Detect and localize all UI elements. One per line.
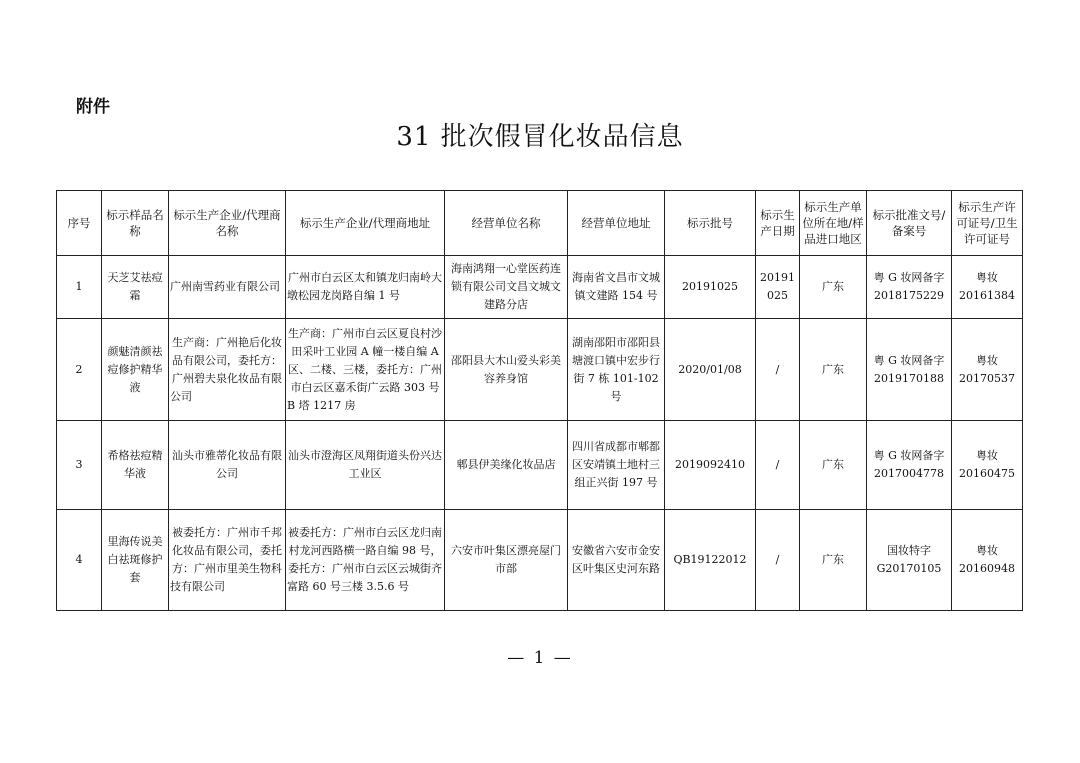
document-title: 31 批次假冒化妆品信息 [396, 122, 684, 152]
cell-approval-number: 粤 G 妆网备字 2019170188 [867, 319, 952, 421]
header-dealer-name: 经营单位名称 [445, 191, 568, 256]
page-number: — 1 — [507, 648, 573, 668]
cell-dealer-name: 海南鸿翔一心堂医药连锁有限公司文昌文城文建路分店 [445, 256, 568, 319]
cell-batch-number: 2019092410 [665, 421, 756, 510]
cell-dealer-name: 邵阳县大木山爱头彩美容养身馆 [445, 319, 568, 421]
table-row [57, 319, 1023, 421]
cell-sample-name: 里海传说美白祛斑修护套 [102, 510, 169, 611]
cell-index: 3 [57, 421, 102, 510]
cell-approval-number: 粤 G 妆网备字 2017004778 [867, 421, 952, 510]
table-row [57, 421, 1023, 510]
table-row [57, 510, 1023, 611]
cell-license-number: 粤妆 20160475 [952, 421, 1023, 510]
header-origin-region: 标示生产单位所在地/样品进口地区 [800, 191, 867, 256]
cell-manufacturer: 生产商：广州艳后化妆品有限公司，委托方：广州碧夫泉化妆品有限公司 [169, 319, 286, 421]
cell-manufacturer: 广州南雪药业有限公司 [169, 256, 286, 319]
cell-sample-name: 天芝艾祛痘霜 [102, 256, 169, 319]
cell-manufacturer-address: 汕头市澄海区凤翔街道头份兴达工业区 [286, 421, 445, 510]
cell-dealer-address: 海南省文昌市文城镇文建路 154 号 [568, 256, 665, 319]
cell-production-date: / [756, 510, 800, 611]
annex-label: 附件 [76, 97, 110, 117]
cell-sample-name: 颜魅清颜祛痘修护精华液 [102, 319, 169, 421]
cell-production-date: / [756, 421, 800, 510]
cell-batch-number: 20191025 [665, 256, 756, 319]
header-index: 序号 [57, 191, 102, 256]
cell-index: 1 [57, 256, 102, 319]
cell-manufacturer-address: 广州市白云区太和镇龙归南岭大墩松园龙岗路自编 1 号 [286, 256, 445, 319]
cell-manufacturer: 汕头市雅蒂化妆品有限公司 [169, 421, 286, 510]
cell-index: 2 [57, 319, 102, 421]
header-approval-number: 标示批准文号/备案号 [867, 191, 952, 256]
cell-batch-number: QB19122012 [665, 510, 756, 611]
cell-license-number: 粤妆 20161384 [952, 256, 1023, 319]
cell-production-date: 20191025 [756, 256, 800, 319]
cell-origin-region: 广东 [800, 256, 867, 319]
cell-origin-region: 广东 [800, 319, 867, 421]
cell-batch-number: 2020/01/08 [665, 319, 756, 421]
cell-manufacturer: 被委托方：广州市千邦化妆品有限公司，委托方：广州市里美生物科技有限公司 [169, 510, 286, 611]
cell-dealer-address: 四川省成都市郫都区安靖镇土地村三组正兴街 197 号 [568, 421, 665, 510]
header-production-date: 标示生产日期 [756, 191, 800, 256]
cell-dealer-address: 湖南邵阳市邵阳县塘渡口镇中宏步行街 7 栋 101-102 号 [568, 319, 665, 421]
cell-approval-number: 粤 G 妆网备字 2018175229 [867, 256, 952, 319]
counterfeit-cosmetics-table [56, 190, 1023, 611]
header-manufacturer-address: 标示生产企业/代理商地址 [286, 191, 445, 256]
cell-index: 4 [57, 510, 102, 611]
header-dealer-address: 经营单位地址 [568, 191, 665, 256]
cell-license-number: 粤妆 20170537 [952, 319, 1023, 421]
table-header-row [57, 191, 1023, 256]
table-row [57, 256, 1023, 319]
cell-dealer-name: 郫县伊美缘化妆品店 [445, 421, 568, 510]
cell-dealer-address: 安徽省六安市金安区叶集区史河东路 [568, 510, 665, 611]
cell-manufacturer-address: 被委托方：广州市白云区龙归南村龙河西路横一路自编 98 号，委托方：广州市白云区云城街齐富路 60 号三楼 3.5.6 号 [286, 510, 445, 611]
cell-origin-region: 广东 [800, 510, 867, 611]
header-manufacturer: 标示生产企业/代理商名称 [169, 191, 286, 256]
header-sample-name: 标示样品名称 [102, 191, 169, 256]
cell-origin-region: 广东 [800, 421, 867, 510]
cell-sample-name: 希格祛痘精华液 [102, 421, 169, 510]
cell-license-number: 粤妆 20160948 [952, 510, 1023, 611]
cell-manufacturer-address: 生产商：广州市白云区夏良村沙田采叶工业园 A 幢一楼自编 A 区、二楼、三楼，委托方：广州市白云区嘉禾街广云路 303 号 B 塔 1217 房 [286, 319, 445, 421]
header-license-number: 标示生产许可证号/卫生许可证号 [952, 191, 1023, 256]
cell-dealer-name: 六安市叶集区漂亮屋门市部 [445, 510, 568, 611]
header-batch-number: 标示批号 [665, 191, 756, 256]
cell-production-date: / [756, 319, 800, 421]
cell-approval-number: 国妆特字 G20170105 [867, 510, 952, 611]
